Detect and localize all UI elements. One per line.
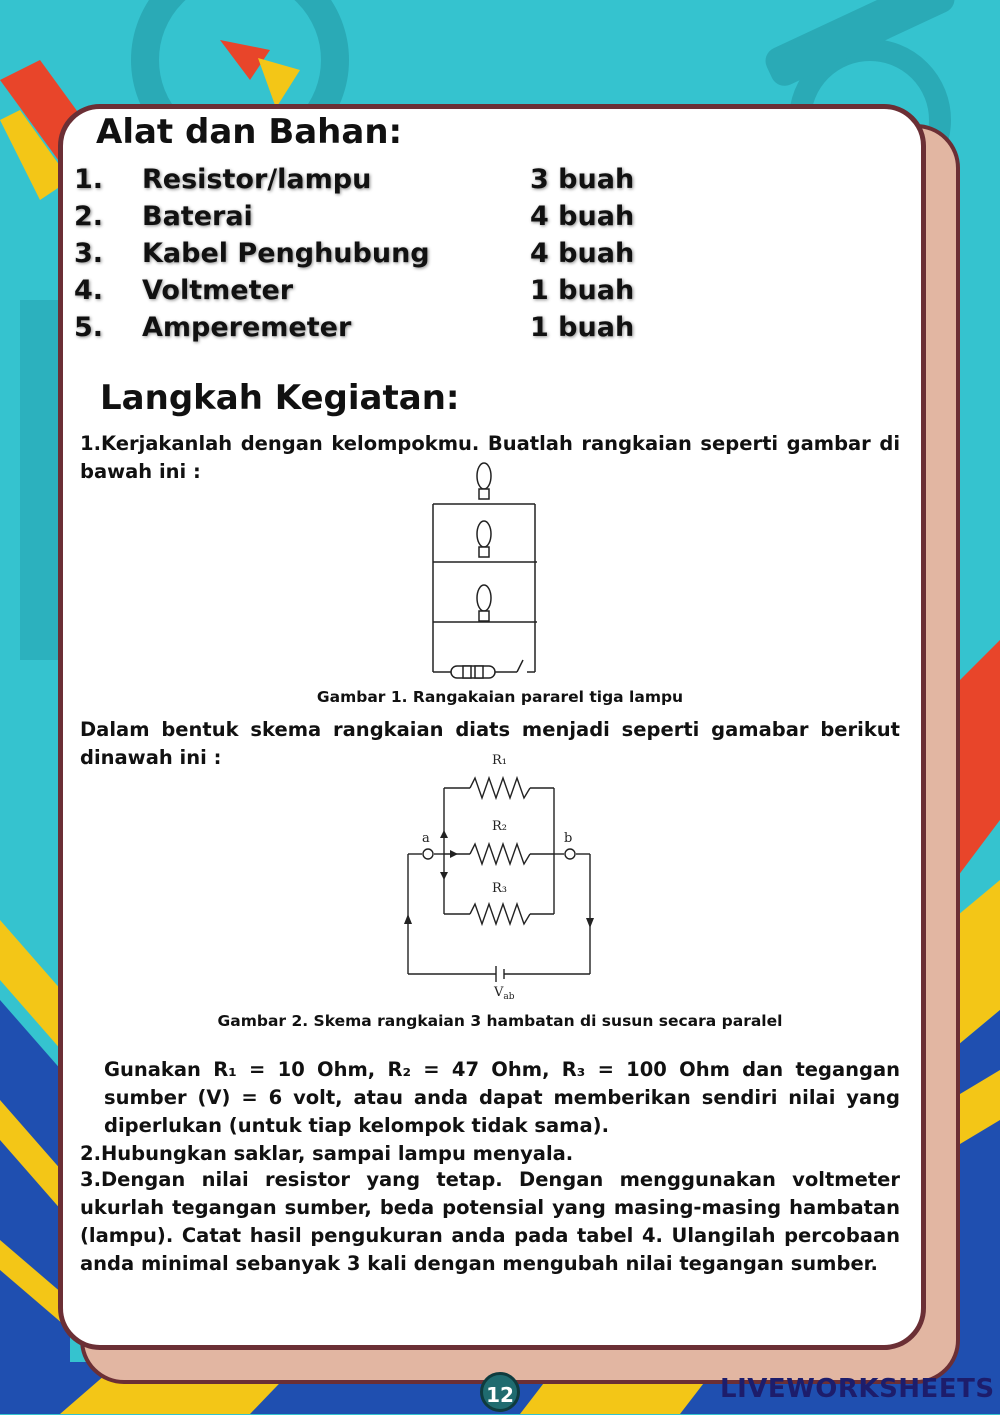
page-number: 12: [480, 1372, 520, 1412]
node-b-icon: [565, 849, 575, 859]
tool-name: Resistor/lampu: [142, 164, 372, 195]
figure-2-caption: Gambar 2. Skema rangkaian 3 hambatan di susun secara paralel: [217, 1012, 783, 1030]
tools-list: [74, 164, 674, 349]
tool-name: Amperemeter: [142, 312, 352, 343]
tool-item: [74, 238, 674, 275]
tool-name: Baterai: [142, 201, 253, 232]
step-3-text: 3.Dengan nilai resistor yang tetap. Dengan menggunakan voltmeter ukurlah tegangan sumber, beda potensial yang masing-masing hambatan (lampu). Catat hasil pengukuran anda pada tabel 4. Ulangilah percobaan anda minimal sebanyak 3 kali dengan mengubah nilai tegangan sumber.: [80, 1168, 900, 1275]
resistor-r2-icon: [470, 844, 530, 864]
tool-number: 1.: [74, 164, 104, 195]
lamp-icon: [477, 463, 491, 621]
parallel-lamp-circuit-figure: [425, 462, 545, 680]
tool-quantity: 1 buah: [530, 312, 635, 343]
tool-item: [74, 275, 674, 312]
tool-number: 2.: [74, 201, 104, 232]
step-2-text: 2.Hubungkan saklar, sampai lampu menyala.: [80, 1142, 574, 1165]
steps-heading: Langkah Kegiatan:: [100, 378, 460, 418]
tool-quantity: 4 buah: [530, 201, 635, 232]
tool-name: Voltmeter: [142, 275, 294, 306]
label-vab: $V_{ab}$: [494, 985, 515, 1002]
tools-heading: Alat dan Bahan:: [96, 112, 403, 152]
resistor-r3-icon: [470, 904, 530, 924]
tool-item: [74, 201, 674, 238]
tool-quantity: 1 buah: [530, 275, 635, 306]
node-a-icon: [423, 849, 433, 859]
figure-1-caption: Gambar 1. Rangakaian pararel tiga lampu: [316, 688, 684, 706]
resistor-r1-icon: [470, 778, 530, 798]
tool-quantity: 4 buah: [530, 238, 635, 269]
tool-number: 5.: [74, 312, 104, 343]
step-1-text: 1.Kerjakanlah dengan kelompokmu. Buatlah rangkaian seperti gambar di bawah ini :: [80, 432, 900, 483]
tool-item: [74, 312, 674, 349]
tool-quantity: 3 buah: [530, 164, 635, 195]
label-r3: R₃: [492, 881, 507, 896]
schema-intro-text: Dalam bentuk skema rangkaian diats menjadi seperti gamabar berikut dinawah ini :: [80, 718, 900, 769]
values-instructions: Gunakan R₁ = 10 Ohm, R₂ = 47 Ohm, R₃ = 100 Ohm dan tegangan sumber (V) = 6 volt, atau anda dapat memberikan sendiri nilai yang diperlukan (untuk tiap kelompok tidak sama).: [104, 1058, 900, 1137]
tool-name: Kabel Penghubung: [142, 238, 430, 269]
label-a: a: [422, 831, 430, 846]
label-r1: R₁: [492, 753, 507, 768]
liveworksheets-logo: LIVEWORKSHEETS: [720, 1374, 995, 1404]
tool-item: [74, 164, 674, 201]
parallel-resistor-schematic: [400, 748, 610, 1002]
label-b: b: [564, 831, 573, 846]
tool-number: 4.: [74, 275, 104, 306]
tool-number: 3.: [74, 238, 104, 269]
battery-icon: [451, 666, 495, 678]
label-r2: R₂: [492, 819, 507, 834]
